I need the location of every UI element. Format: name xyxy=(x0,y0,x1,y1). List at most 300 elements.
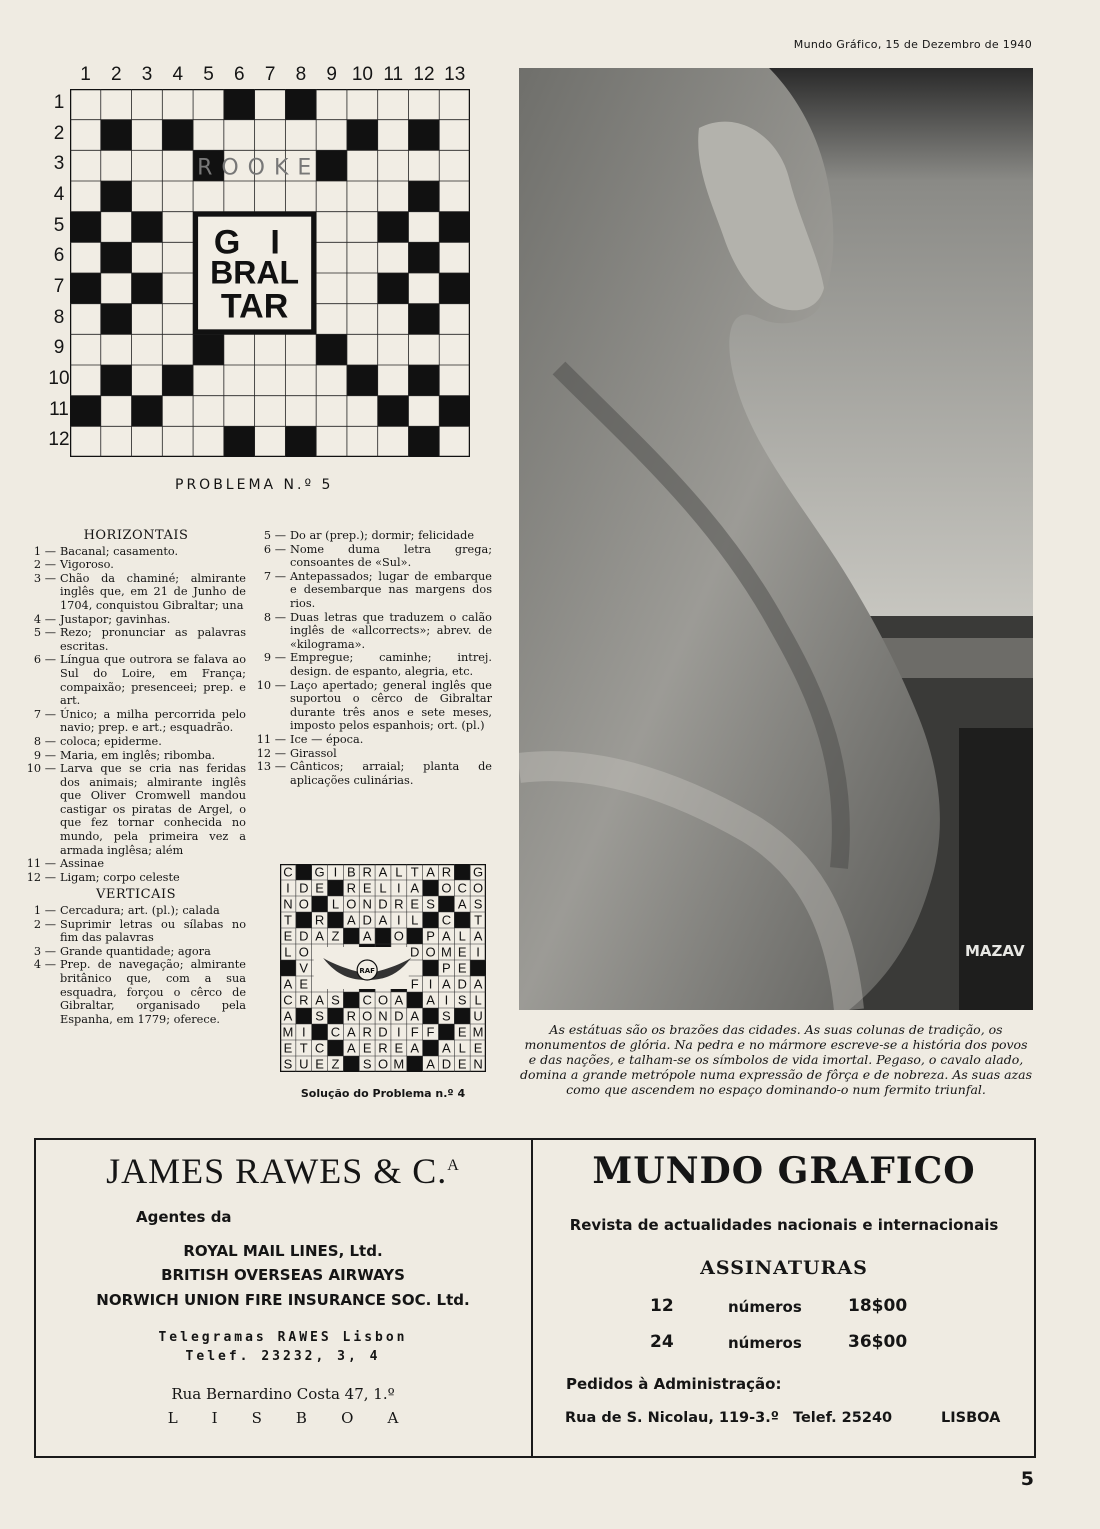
row-number: 9 xyxy=(53,337,65,359)
row-number: 6 xyxy=(53,245,65,267)
solution-letter: E xyxy=(283,928,293,944)
black-cell xyxy=(101,365,132,396)
clue-item xyxy=(26,572,246,613)
solution-letter: I xyxy=(333,864,338,880)
mundo-grafico-subtitle: Revista de actualidades nacionais e internacionais xyxy=(569,1216,999,1234)
solution-letter: A xyxy=(442,928,451,944)
clue-number: 10 — xyxy=(26,762,56,776)
solution-letter: Z xyxy=(331,1056,340,1072)
solution-letter: E xyxy=(473,1040,483,1056)
raf-emblem-text: RAF xyxy=(359,967,375,975)
solution-letter: D xyxy=(378,1024,388,1040)
solution-letter: A xyxy=(346,1024,356,1040)
column-number: 7 xyxy=(264,64,276,85)
row-number: 11 xyxy=(49,398,69,420)
clue-item xyxy=(26,749,246,763)
solution-black-cell xyxy=(312,896,328,912)
clue-item xyxy=(26,558,246,572)
solution-letter: F xyxy=(410,1024,419,1040)
photo-sign-text: MAZAV xyxy=(965,942,1025,960)
orders-label: Pedidos à Administração: xyxy=(566,1375,782,1393)
column-number: 11 xyxy=(383,64,404,85)
solution-letter: L xyxy=(474,992,482,1008)
solution-letter: R xyxy=(346,880,357,896)
clue-number: 5 — xyxy=(33,626,56,640)
column-number: 2 xyxy=(110,64,122,85)
clue-item xyxy=(26,626,246,653)
solution-letter: T xyxy=(410,864,419,880)
solution-letter: E xyxy=(457,944,467,960)
clue-text: Cânticos; arraial; planta de aplicações culinárias. xyxy=(290,760,492,787)
clue-text: Suprimir letras ou sílabas no fim das palavras xyxy=(60,917,246,945)
clue-number: 9 — xyxy=(263,651,286,665)
clue-number: 8 — xyxy=(263,610,286,624)
agency-british-overseas: BRITISH OVERSEAS AIRWAYS xyxy=(161,1266,405,1284)
black-cell xyxy=(101,181,132,212)
clue-item xyxy=(26,918,246,945)
clue-text: Língua que outrora se falava ao Sul do Loire, em França; compaixão; presenceei; prep. e art. xyxy=(60,653,246,708)
solution-letter: A xyxy=(378,912,388,928)
clue-item xyxy=(26,904,246,918)
black-cell xyxy=(70,273,101,304)
rate-price: 36$00 xyxy=(848,1332,908,1352)
solution-letter: L xyxy=(379,880,387,896)
clue-item xyxy=(26,613,246,627)
telegrams-line: Telegramas RAWES Lisbon xyxy=(158,1330,408,1345)
clue-item xyxy=(256,733,492,747)
solution-letter: E xyxy=(457,960,467,976)
solution-letter: G xyxy=(473,864,484,880)
subscription-rate-row xyxy=(650,1332,920,1356)
solution-letter: E xyxy=(315,880,324,896)
subscription-rate-row xyxy=(650,1296,920,1320)
solution-black-cell xyxy=(438,1024,454,1040)
gibraltar-letters: TAR xyxy=(220,287,289,326)
solution-letter: S xyxy=(442,1008,451,1024)
clue-number: 2 — xyxy=(33,917,56,931)
black-cell xyxy=(439,212,470,243)
clue-text: Chão da chaminé; almirante inglês que, em 21 de Junho de 1704, conquistou Gibraltar; una xyxy=(60,571,246,612)
rawes-address: Rua Bernardino Costa 47, 1.º xyxy=(171,1385,395,1403)
clue-text: Nome duma letra grega; consoantes de «Sul». xyxy=(290,542,492,570)
solution-letter: O xyxy=(298,944,309,960)
agency-royal-mail: ROYAL MAIL LINES, Ltd. xyxy=(183,1242,383,1260)
column-number: 6 xyxy=(234,64,245,85)
solution-black-cell xyxy=(328,880,344,896)
row-number: 3 xyxy=(53,153,65,175)
solution-letter: A xyxy=(378,864,388,880)
black-cell xyxy=(378,273,409,304)
solution-letter: I xyxy=(286,880,290,896)
solution-letter: A xyxy=(426,864,435,880)
clue-item xyxy=(26,871,246,885)
solution-letter: O xyxy=(362,1008,373,1024)
solution-letter: C xyxy=(362,992,372,1008)
clue-text: Único; a milha percorrida pelo navio; prep. e art.; esquadrão. xyxy=(60,707,246,735)
solution-letter: R xyxy=(314,912,325,928)
clue-item xyxy=(256,747,492,761)
solution-letter: E xyxy=(283,1040,293,1056)
black-cell xyxy=(347,365,378,396)
black-cell xyxy=(101,304,132,335)
solution-black-cell xyxy=(375,928,391,944)
subscriptions-title: ASSINATURAS xyxy=(700,1257,868,1279)
black-cell xyxy=(408,242,439,273)
solution-black-cell xyxy=(407,1056,423,1072)
solution-letter: A xyxy=(315,928,324,944)
solution-letter: S xyxy=(331,992,340,1008)
clue-item xyxy=(26,762,246,857)
solution-letter: U xyxy=(473,1008,483,1024)
black-cell xyxy=(378,396,409,427)
clues-right-column xyxy=(256,529,492,787)
rawes-city: LISBOA xyxy=(167,1409,433,1427)
clue-number: 6 — xyxy=(263,542,286,556)
black-cell xyxy=(408,181,439,212)
solution-letter: F xyxy=(426,1024,435,1040)
solution-black-cell xyxy=(423,880,439,896)
row-number: 12 xyxy=(48,429,70,451)
clue-number: 3 — xyxy=(33,571,56,585)
verticais-heading: VERTICAIS xyxy=(95,887,177,903)
column-number: 8 xyxy=(295,64,307,85)
solution-letter: U xyxy=(299,1056,309,1072)
column-number: 10 xyxy=(351,64,373,85)
clue-item xyxy=(26,735,246,749)
solution-letter: E xyxy=(315,1056,324,1072)
agency-norwich-union: NORWICH UNION FIRE INSURANCE SOC. Ltd. xyxy=(96,1291,470,1309)
solution-letter: C xyxy=(283,992,293,1008)
solution-letter: N xyxy=(473,1056,483,1072)
solution-letter: S xyxy=(283,1056,293,1072)
black-cell xyxy=(70,212,101,243)
clue-number: 4 — xyxy=(33,958,56,972)
clue-number: 13 — xyxy=(256,760,286,774)
james-rawes-sup: A xyxy=(447,1157,460,1174)
black-cell xyxy=(408,365,439,396)
black-cell xyxy=(285,426,316,457)
verticais-list-continued xyxy=(256,529,492,787)
solution-letter: E xyxy=(394,1040,404,1056)
clue-text: Girassol xyxy=(290,746,337,760)
solution-letter: N xyxy=(283,896,293,912)
solution-letter: A xyxy=(473,976,483,992)
solution-letter: A xyxy=(426,992,435,1008)
solution-letter: S xyxy=(362,1056,372,1072)
black-cell xyxy=(70,396,101,427)
mundo-grafico-title: MUNDO GRAFICO xyxy=(592,1150,976,1192)
solution-black-cell xyxy=(470,960,486,976)
gibraltar-letters: G xyxy=(213,223,241,262)
solution-letter: R xyxy=(362,864,372,880)
clue-text: Assinae xyxy=(60,857,105,871)
solution-letter: L xyxy=(395,864,403,880)
solution-letter: R xyxy=(362,1024,372,1040)
clue-text: Justapor; gavinhas. xyxy=(60,612,171,626)
row-number: 10 xyxy=(48,368,70,390)
solution-letter: O xyxy=(425,944,436,960)
solution-black-cell xyxy=(296,864,312,880)
clue-text: Empregue; caminhe; intrej. design. de espanto, alegria, etc. xyxy=(290,651,492,678)
solution-letter: D xyxy=(441,1056,452,1072)
clue-text: Maria, em inglês; ribomba. xyxy=(60,748,216,762)
solution-letter: I xyxy=(397,880,401,896)
solution-letter: A xyxy=(410,1008,420,1024)
solution-letter: E xyxy=(410,896,420,912)
clue-number: 5 — xyxy=(263,529,286,542)
solution-letter: N xyxy=(378,1008,388,1024)
solution-black-cell xyxy=(328,1040,344,1056)
running-header: Mundo Gráfico, 15 de Dezembro de 1940 xyxy=(793,38,1032,51)
clue-item xyxy=(26,945,246,959)
solution-black-cell xyxy=(407,928,423,944)
solution-black-cell xyxy=(343,928,359,944)
black-cell xyxy=(285,89,316,120)
solution-letter: A xyxy=(442,1040,451,1056)
solution-letter: D xyxy=(378,896,388,912)
clue-item xyxy=(256,529,492,543)
black-cell xyxy=(439,396,470,427)
solution-letter: S xyxy=(315,1008,324,1024)
rate-qty: 24 xyxy=(650,1332,674,1352)
solution-black-cell xyxy=(423,1040,439,1056)
solution-letter: L xyxy=(458,928,466,944)
crossword-grid xyxy=(70,89,470,457)
row-number: 5 xyxy=(53,214,65,236)
clue-text: Ligam; corpo celeste xyxy=(60,870,180,884)
solution-letter: M xyxy=(393,1056,405,1072)
clue-number: 12 — xyxy=(26,870,56,884)
horizontais-list xyxy=(26,545,246,885)
crossword-column-numbers xyxy=(70,64,470,86)
solution-letter: A xyxy=(346,1040,356,1056)
clue-number: 9 — xyxy=(33,748,56,762)
black-cell xyxy=(193,334,224,365)
solution-black-cell xyxy=(423,912,439,928)
clue-item xyxy=(256,611,492,652)
solution-letter: E xyxy=(457,1056,467,1072)
solution-letter: L xyxy=(411,912,419,928)
solution-black-cell xyxy=(328,1008,344,1024)
solution-black-cell xyxy=(296,1008,312,1024)
phone-line: Telef. 23232, 3, 4 xyxy=(185,1349,381,1364)
solution-letter: C xyxy=(457,880,467,896)
clue-item xyxy=(26,857,246,871)
clue-item xyxy=(26,958,246,1026)
solution-letter: O xyxy=(473,880,484,896)
solution-black-cell xyxy=(280,960,296,976)
solution-letter: I xyxy=(444,992,449,1008)
clue-item xyxy=(26,545,246,559)
clue-number: 11 — xyxy=(26,857,56,871)
solution-letter: O xyxy=(441,880,452,896)
clue-item xyxy=(256,543,492,570)
solution-letter: A xyxy=(410,880,420,896)
solution-letter: M xyxy=(282,1024,294,1040)
clue-text: Bacanal; casamento. xyxy=(60,544,179,558)
column-number: 13 xyxy=(444,64,466,85)
black-cell xyxy=(378,212,409,243)
solution-letter: O xyxy=(377,1056,389,1072)
solution-letter: M xyxy=(472,1024,484,1040)
solution-letter: E xyxy=(362,880,372,896)
clue-item xyxy=(256,570,492,611)
solution-letter: C xyxy=(330,1024,341,1040)
verticais-list xyxy=(26,904,246,1026)
solution-letter: I xyxy=(397,912,401,928)
black-cell xyxy=(101,120,132,151)
solution-letter: I xyxy=(301,1024,306,1040)
clue-text: Rezo; pronunciar as palavras escritas. xyxy=(60,626,246,653)
solution-letter: D xyxy=(299,880,309,896)
clue-number: 2 — xyxy=(33,558,56,572)
gibraltar-letters: I xyxy=(270,223,280,262)
mg-address: Rua de S. Nicolau, 119-3.º xyxy=(565,1410,779,1426)
column-number: 4 xyxy=(172,64,184,85)
black-cell xyxy=(224,89,255,120)
solution-letter: L xyxy=(284,944,292,960)
solution-black-cell xyxy=(423,960,439,976)
solution-letter: S xyxy=(457,992,467,1008)
solution-letter: A xyxy=(283,976,293,992)
clue-item xyxy=(256,651,492,678)
photo-caption: As estátuas são os brazões das cidades. As suas colunas de tradição, os monumentos de glória. Na pedra e no mármore escreve-se a história dos povos e das nações, e talham-se os símbolos de vida imortal. Pegaso, o cavalo alado, domina a grande metrópole numa expressão de fôrça e de nobreza. As suas azas como que ascendem no espaço dominando-o num fermito triunfal. xyxy=(519,1022,1033,1097)
solution-black-cell xyxy=(454,1008,470,1024)
solution-letter: A xyxy=(362,928,372,944)
solution-letter: P xyxy=(426,928,435,944)
rate-price: 18$00 xyxy=(848,1296,908,1316)
solution-letter: A xyxy=(283,1008,293,1024)
clue-item xyxy=(26,653,246,707)
solution-black-cell xyxy=(328,912,344,928)
solution-black-cell xyxy=(423,1008,439,1024)
james-rawes-title xyxy=(36,1150,530,1192)
solution-letter: O xyxy=(393,928,404,944)
solution-letter: R xyxy=(394,896,404,912)
black-cell xyxy=(316,150,347,181)
row-number: 4 xyxy=(53,184,65,205)
clue-number: 7 — xyxy=(33,707,56,721)
solution-letter: S xyxy=(426,896,435,912)
james-rawes-name: JAMES RAWES & C. xyxy=(106,1151,448,1191)
clue-number: 3 — xyxy=(33,944,56,958)
solution-letter: Z xyxy=(331,928,340,944)
black-cell xyxy=(439,273,470,304)
black-cell xyxy=(408,426,439,457)
clue-item xyxy=(256,679,492,733)
clue-text: Cercadura; art. (pl.); calada xyxy=(60,904,220,918)
mg-city: LISBOA xyxy=(941,1410,1001,1426)
clue-number: 7 — xyxy=(263,569,286,583)
solution-letter: S xyxy=(473,896,483,912)
solution-letter: E xyxy=(299,976,309,992)
solution-letter: C xyxy=(314,1040,325,1056)
solution-letter: O xyxy=(298,896,309,912)
solution-letter: V xyxy=(299,960,309,976)
solution-black-cell xyxy=(296,912,312,928)
agents-label: Agentes da xyxy=(136,1208,232,1226)
solution-black-cell xyxy=(312,1024,328,1040)
black-cell xyxy=(162,365,193,396)
solution-letter: E xyxy=(362,1040,372,1056)
clue-number: 1 — xyxy=(33,544,56,558)
solution-letter: R xyxy=(299,992,309,1008)
black-cell xyxy=(132,273,163,304)
rate-label: números xyxy=(728,1334,802,1352)
pegasus-statue-photo xyxy=(519,68,1033,1010)
solution-letter: D xyxy=(409,944,420,960)
solution-letter: D xyxy=(457,976,467,992)
solution-letter: A xyxy=(410,1040,420,1056)
solution-letter: A xyxy=(394,992,404,1008)
solution-letter: T xyxy=(283,912,292,928)
clue-text: Duas letras que traduzem o calão inglês de «allcorrects»; abrev. de «kilograma». xyxy=(290,610,492,651)
page-number: 5 xyxy=(1020,1468,1034,1490)
row-number: 8 xyxy=(53,306,65,328)
solution-letter: I xyxy=(476,944,480,960)
solution-letter: D xyxy=(299,928,309,944)
handwritten-entry: ROOKE xyxy=(197,155,321,181)
solution-grid xyxy=(280,864,486,1072)
horizontais-heading: HORIZONTAIS xyxy=(83,528,189,543)
clue-number: 8 — xyxy=(33,734,56,748)
solution-letter: D xyxy=(394,1008,404,1024)
clue-item xyxy=(256,760,492,787)
clue-number: 6 — xyxy=(33,653,56,667)
solution-letter: L xyxy=(331,896,340,912)
column-number: 1 xyxy=(80,64,91,85)
solution-letter: R xyxy=(441,864,452,880)
black-cell xyxy=(162,120,193,151)
solution-letter: M xyxy=(440,944,452,960)
solution-letter: R xyxy=(346,1008,357,1024)
solution-letter: E xyxy=(457,1024,467,1040)
black-cell xyxy=(316,334,347,365)
column-number: 5 xyxy=(203,64,214,85)
row-number: 2 xyxy=(53,122,65,144)
solution-letter: P xyxy=(442,960,451,976)
clue-text: Vigoroso. xyxy=(60,558,114,572)
rate-qty: 12 xyxy=(650,1296,674,1316)
rate-label: números xyxy=(728,1298,802,1316)
solution-letter: T xyxy=(474,912,483,928)
solution-letter: C xyxy=(441,912,452,928)
solution-letter: I xyxy=(428,976,433,992)
clue-text: Ice — época. xyxy=(290,732,364,746)
solution-black-cell xyxy=(438,896,454,912)
mundo-grafico-address-line xyxy=(565,1410,1005,1432)
solution-letter: O xyxy=(346,896,357,912)
solution-letter: A xyxy=(426,1056,435,1072)
solution-black-cell xyxy=(343,992,359,1008)
solution-letter: A xyxy=(473,928,483,944)
clue-text: Grande quantidade; agora xyxy=(60,944,211,958)
clue-text: coloca; epiderme. xyxy=(60,734,162,748)
clue-number: 11 — xyxy=(256,732,286,746)
row-number: 1 xyxy=(53,92,65,113)
solution-letter: A xyxy=(457,896,467,912)
black-cell xyxy=(408,304,439,335)
solution-letter: D xyxy=(362,912,372,928)
solution-letter: T xyxy=(299,1040,308,1056)
column-number: 3 xyxy=(141,64,153,85)
solution-caption: Solução do Problema n.º 4 xyxy=(300,1087,466,1100)
black-cell xyxy=(132,396,163,427)
black-cell xyxy=(224,426,255,457)
solution-letter: A xyxy=(442,976,451,992)
solution-black-cell xyxy=(407,992,423,1008)
solution-letter: R xyxy=(378,1040,388,1056)
